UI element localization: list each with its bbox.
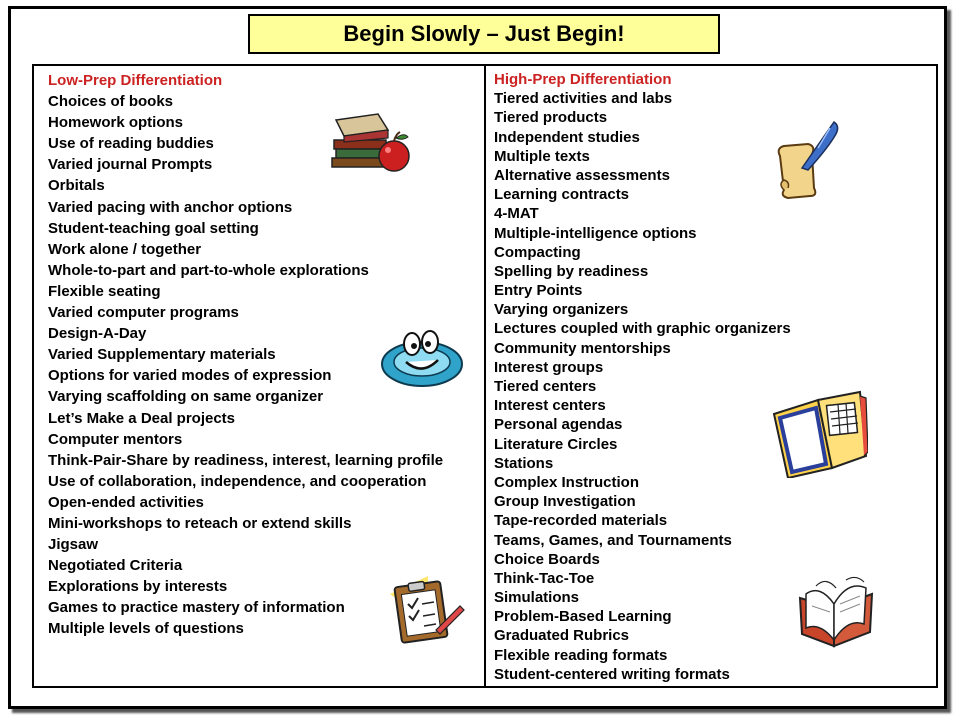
list-item: Varying organizers bbox=[494, 301, 629, 319]
list-item: Multiple texts bbox=[494, 147, 590, 165]
list-item: Jigsaw bbox=[48, 536, 99, 554]
slide-title bbox=[248, 14, 720, 54]
list-item: Choice Boards bbox=[494, 550, 600, 568]
books-apple-icon bbox=[330, 110, 415, 178]
scroll-quill-icon bbox=[772, 118, 844, 200]
list-item: Flexible reading formats bbox=[494, 646, 668, 664]
list-item: Negotiated Criteria bbox=[48, 557, 183, 575]
list-item: Varying scaffolding on same organizer bbox=[48, 388, 324, 406]
list-item: Design-A-Day bbox=[48, 325, 147, 343]
list-item: Multiple-intelligence options bbox=[494, 224, 697, 242]
list-item: Teams, Games, and Tournaments bbox=[494, 531, 732, 549]
list-item: Options for varied modes of expression bbox=[48, 367, 332, 385]
binder-icon bbox=[768, 386, 868, 478]
clipboard-icon bbox=[388, 574, 468, 646]
list-item: Personal agendas bbox=[494, 416, 623, 434]
list-item: Group Investigation bbox=[494, 493, 636, 511]
list-item: Community mentorships bbox=[494, 339, 671, 357]
list-item: Homework options bbox=[48, 114, 184, 132]
list-item: Interest centers bbox=[494, 397, 606, 415]
list-item: Independent studies bbox=[494, 128, 640, 146]
list-item: Varied pacing with anchor options bbox=[48, 198, 293, 216]
open-book-icon bbox=[796, 574, 876, 648]
list-item: Use of reading buddies bbox=[48, 135, 214, 153]
list-item: Think-Tac-Toe bbox=[494, 569, 595, 587]
list-item: Simulations bbox=[494, 589, 580, 607]
list-item: Explorations by interests bbox=[48, 578, 228, 596]
list-item: Literature Circles bbox=[494, 435, 618, 453]
list-item: Spelling by readiness bbox=[494, 262, 649, 280]
list-item: Orbitals bbox=[48, 177, 105, 195]
list-item: Learning contracts bbox=[494, 186, 630, 204]
list-item: 4-MAT bbox=[494, 205, 539, 223]
list-item: Whole-to-part and part-to-whole explorations bbox=[48, 261, 369, 279]
list-item: Stations bbox=[494, 454, 554, 472]
list-item: Tiered centers bbox=[494, 378, 597, 395]
list-item: Use of collaboration, independence, and cooperation bbox=[48, 472, 427, 490]
smiling-disc-icon bbox=[378, 322, 466, 390]
list-item: Multiple levels of questions bbox=[48, 620, 244, 638]
high-prep-list bbox=[494, 89, 791, 684]
list-item: Complex Instruction bbox=[494, 473, 640, 491]
list-item: Varied Supplementary materials bbox=[48, 346, 276, 364]
list-item: Alternative assessments bbox=[494, 166, 670, 184]
list-item: Think-Pair-Share by readiness, interest, learning profile bbox=[48, 451, 444, 469]
list-item: Graduated Rubrics bbox=[494, 627, 630, 645]
high-prep-heading: High-Prep Differentiation bbox=[494, 71, 672, 88]
high-prep-column bbox=[494, 70, 791, 684]
list-item: Work alone / together bbox=[48, 240, 202, 258]
list-item: Flexible seating bbox=[48, 282, 161, 300]
list-item: Varied computer programs bbox=[48, 304, 239, 322]
column-divider bbox=[484, 64, 486, 688]
list-item: Let’s Make a Deal projects bbox=[48, 409, 236, 427]
list-item: Choices of books bbox=[48, 93, 174, 111]
list-item: Open-ended activities bbox=[48, 493, 204, 511]
low-prep-heading: Low-Prep Differentiation bbox=[48, 72, 223, 89]
list-item: Mini-workshops to reteach or extend skills bbox=[48, 514, 352, 532]
list-item: Games to practice mastery of information bbox=[48, 599, 345, 617]
list-item: Student-centered writing formats bbox=[494, 665, 730, 683]
list-item: Tape-recorded materials bbox=[494, 512, 668, 530]
list-item: Varied journal Prompts bbox=[48, 156, 213, 174]
list-item: Entry Points bbox=[494, 282, 583, 300]
list-item: Tiered activities and labs bbox=[494, 90, 673, 108]
list-item: Problem-Based Learning bbox=[494, 608, 672, 626]
list-item: Student-teaching goal setting bbox=[48, 219, 259, 237]
slide-title-text: Begin Slowly – Just Begin! bbox=[343, 21, 625, 46]
list-item: Computer mentors bbox=[48, 430, 183, 448]
list-item: Compacting bbox=[494, 243, 581, 261]
list-item: Lectures coupled with graphic organizers bbox=[494, 320, 791, 338]
list-item: Interest groups bbox=[494, 358, 604, 376]
list-item: Tiered products bbox=[494, 109, 608, 127]
